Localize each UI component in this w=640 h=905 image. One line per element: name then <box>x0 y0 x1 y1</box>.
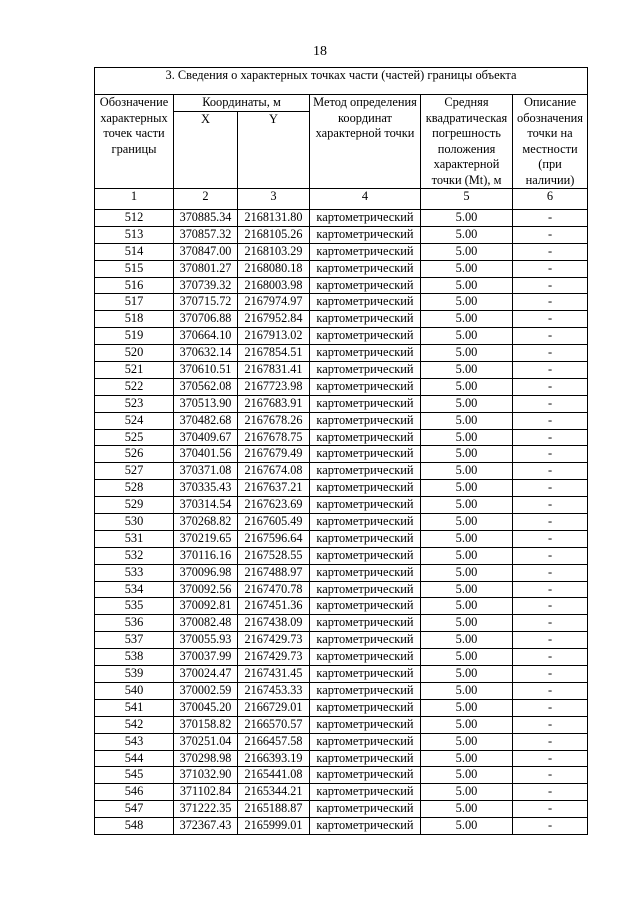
table-row <box>95 328 588 345</box>
column-number: 2 <box>174 189 238 210</box>
point-id: 520 <box>95 345 174 362</box>
table-row <box>95 615 588 632</box>
description: - <box>513 767 588 784</box>
point-id: 531 <box>95 530 174 547</box>
description: - <box>513 784 588 801</box>
point-id: 546 <box>95 784 174 801</box>
table-row <box>95 564 588 581</box>
method: картометрический <box>310 615 421 632</box>
coord-y: 2167974.97 <box>238 294 310 311</box>
section-title-row <box>95 68 588 95</box>
table-row <box>95 395 588 412</box>
method: картометрический <box>310 767 421 784</box>
point-id: 541 <box>95 699 174 716</box>
table-row <box>95 581 588 598</box>
description: - <box>513 818 588 835</box>
error-value: 5.00 <box>421 716 513 733</box>
method: картометрический <box>310 446 421 463</box>
coord-x: 370409.67 <box>174 429 238 446</box>
table-row <box>95 750 588 767</box>
header-point: Обозначение характерных точек части границы <box>95 95 174 189</box>
coord-x: 370371.08 <box>174 463 238 480</box>
coord-y: 2168103.29 <box>238 243 310 260</box>
error-value: 5.00 <box>421 311 513 328</box>
coord-y: 2165188.87 <box>238 801 310 818</box>
table-row <box>95 767 588 784</box>
description: - <box>513 716 588 733</box>
error-value: 5.00 <box>421 480 513 497</box>
method: картометрический <box>310 378 421 395</box>
description: - <box>513 311 588 328</box>
coord-x: 371032.90 <box>174 767 238 784</box>
coord-x: 370092.81 <box>174 598 238 615</box>
coord-x: 370096.98 <box>174 564 238 581</box>
description: - <box>513 395 588 412</box>
description: - <box>513 294 588 311</box>
coord-x: 370610.51 <box>174 362 238 379</box>
coord-y: 2165999.01 <box>238 818 310 835</box>
method: картометрический <box>310 784 421 801</box>
table-row <box>95 378 588 395</box>
description: - <box>513 243 588 260</box>
table-row <box>95 801 588 818</box>
table-row <box>95 429 588 446</box>
method: картометрический <box>310 395 421 412</box>
point-id: 547 <box>95 801 174 818</box>
point-id: 522 <box>95 378 174 395</box>
coord-y: 2167470.78 <box>238 581 310 598</box>
error-value: 5.00 <box>421 243 513 260</box>
table-row <box>95 699 588 716</box>
table-row <box>95 210 588 227</box>
error-value: 5.00 <box>421 514 513 531</box>
description: - <box>513 682 588 699</box>
method: картометрический <box>310 480 421 497</box>
error-value: 5.00 <box>421 463 513 480</box>
coord-x: 370632.14 <box>174 345 238 362</box>
point-id: 538 <box>95 649 174 666</box>
description: - <box>513 598 588 615</box>
point-id: 528 <box>95 480 174 497</box>
coord-y: 2165441.08 <box>238 767 310 784</box>
table-row <box>95 514 588 531</box>
coord-x: 370268.82 <box>174 514 238 531</box>
table-row <box>95 294 588 311</box>
coord-y: 2166393.19 <box>238 750 310 767</box>
method: картометрический <box>310 818 421 835</box>
table-row <box>95 530 588 547</box>
error-value: 5.00 <box>421 446 513 463</box>
description: - <box>513 277 588 294</box>
method: картометрический <box>310 801 421 818</box>
coord-x: 370715.72 <box>174 294 238 311</box>
coord-x: 370885.34 <box>174 210 238 227</box>
point-id: 516 <box>95 277 174 294</box>
table-row <box>95 412 588 429</box>
coord-x: 370562.08 <box>174 378 238 395</box>
description: - <box>513 463 588 480</box>
method: картометрический <box>310 362 421 379</box>
coord-y: 2168105.26 <box>238 226 310 243</box>
error-value: 5.00 <box>421 497 513 514</box>
point-id: 526 <box>95 446 174 463</box>
table-row <box>95 243 588 260</box>
coord-y: 2166729.01 <box>238 699 310 716</box>
error-value: 5.00 <box>421 699 513 716</box>
coord-x: 370251.04 <box>174 733 238 750</box>
coord-x: 370857.32 <box>174 226 238 243</box>
error-value: 5.00 <box>421 784 513 801</box>
column-number: 6 <box>513 189 588 210</box>
coord-x: 370158.82 <box>174 716 238 733</box>
method: картометрический <box>310 716 421 733</box>
coord-y: 2167453.33 <box>238 682 310 699</box>
description: - <box>513 497 588 514</box>
point-id: 513 <box>95 226 174 243</box>
coord-x: 370045.20 <box>174 699 238 716</box>
point-id: 518 <box>95 311 174 328</box>
coord-y: 2167596.64 <box>238 530 310 547</box>
description: - <box>513 632 588 649</box>
coord-x: 370082.48 <box>174 615 238 632</box>
description: - <box>513 210 588 227</box>
point-id: 548 <box>95 818 174 835</box>
header-error: Средняя квадратическая погрешность положения характерной точки (Mt), м <box>421 95 513 189</box>
method: картометрический <box>310 260 421 277</box>
table-row <box>95 666 588 683</box>
table-row <box>95 362 588 379</box>
method: картометрический <box>310 463 421 480</box>
error-value: 5.00 <box>421 345 513 362</box>
point-id: 540 <box>95 682 174 699</box>
error-value: 5.00 <box>421 530 513 547</box>
coord-x: 370314.54 <box>174 497 238 514</box>
coord-x: 370024.47 <box>174 666 238 683</box>
header-x: X <box>174 111 238 188</box>
method: картометрический <box>310 530 421 547</box>
coord-x: 370739.32 <box>174 277 238 294</box>
error-value: 5.00 <box>421 581 513 598</box>
point-id: 512 <box>95 210 174 227</box>
description: - <box>513 362 588 379</box>
error-value: 5.00 <box>421 547 513 564</box>
table-row <box>95 547 588 564</box>
column-number: 4 <box>310 189 421 210</box>
error-value: 5.00 <box>421 818 513 835</box>
point-id: 544 <box>95 750 174 767</box>
method: картометрический <box>310 649 421 666</box>
table-row <box>95 818 588 835</box>
method: картометрический <box>310 581 421 598</box>
coord-x: 370298.98 <box>174 750 238 767</box>
description: - <box>513 564 588 581</box>
point-id: 529 <box>95 497 174 514</box>
error-value: 5.00 <box>421 649 513 666</box>
coord-x: 371102.84 <box>174 784 238 801</box>
coord-y: 2165344.21 <box>238 784 310 801</box>
description: - <box>513 345 588 362</box>
point-id: 539 <box>95 666 174 683</box>
point-id: 533 <box>95 564 174 581</box>
coord-x: 370219.65 <box>174 530 238 547</box>
table-row <box>95 733 588 750</box>
table-row <box>95 497 588 514</box>
coord-y: 2167674.08 <box>238 463 310 480</box>
description: - <box>513 649 588 666</box>
table-row <box>95 345 588 362</box>
header-y: Y <box>238 111 310 188</box>
table-row <box>95 311 588 328</box>
point-id: 543 <box>95 733 174 750</box>
method: картометрический <box>310 311 421 328</box>
method: картометрический <box>310 429 421 446</box>
coord-y: 2167683.91 <box>238 395 310 412</box>
error-value: 5.00 <box>421 378 513 395</box>
point-id: 523 <box>95 395 174 412</box>
coord-x: 370335.43 <box>174 480 238 497</box>
table-body <box>95 210 588 835</box>
description: - <box>513 328 588 345</box>
point-id: 527 <box>95 463 174 480</box>
method: картометрический <box>310 226 421 243</box>
point-id: 534 <box>95 581 174 598</box>
point-id: 519 <box>95 328 174 345</box>
error-value: 5.00 <box>421 632 513 649</box>
coord-y: 2167528.55 <box>238 547 310 564</box>
coord-y: 2167679.49 <box>238 446 310 463</box>
page-number: 18 <box>313 44 327 59</box>
method: картометрический <box>310 277 421 294</box>
coord-x: 370664.10 <box>174 328 238 345</box>
method: картометрический <box>310 632 421 649</box>
error-value: 5.00 <box>421 226 513 243</box>
error-value: 5.00 <box>421 294 513 311</box>
error-value: 5.00 <box>421 564 513 581</box>
coord-y: 2167831.41 <box>238 362 310 379</box>
point-id: 536 <box>95 615 174 632</box>
table-row <box>95 649 588 666</box>
error-value: 5.00 <box>421 801 513 818</box>
description: - <box>513 750 588 767</box>
header-row <box>95 95 588 112</box>
error-value: 5.00 <box>421 412 513 429</box>
method: картометрический <box>310 514 421 531</box>
method: картометрический <box>310 345 421 362</box>
coord-y: 2168003.98 <box>238 277 310 294</box>
error-value: 5.00 <box>421 429 513 446</box>
column-number: 1 <box>95 189 174 210</box>
coord-x: 370037.99 <box>174 649 238 666</box>
method: картометрический <box>310 564 421 581</box>
point-id: 532 <box>95 547 174 564</box>
coord-x: 370092.56 <box>174 581 238 598</box>
coord-x: 371222.35 <box>174 801 238 818</box>
header-coords: Координаты, м <box>174 95 310 112</box>
coord-x: 370513.90 <box>174 395 238 412</box>
error-value: 5.00 <box>421 750 513 767</box>
error-value: 5.00 <box>421 328 513 345</box>
coord-y: 2167429.73 <box>238 649 310 666</box>
table-row <box>95 277 588 294</box>
description: - <box>513 514 588 531</box>
method: картометрический <box>310 598 421 615</box>
coord-y: 2167438.09 <box>238 615 310 632</box>
error-value: 5.00 <box>421 395 513 412</box>
coord-y: 2167605.49 <box>238 514 310 531</box>
table-row <box>95 446 588 463</box>
description: - <box>513 801 588 818</box>
description: - <box>513 480 588 497</box>
description: - <box>513 446 588 463</box>
description: - <box>513 733 588 750</box>
method: картометрический <box>310 294 421 311</box>
coord-x: 372367.43 <box>174 818 238 835</box>
coord-y: 2167623.69 <box>238 497 310 514</box>
points-table <box>94 67 588 835</box>
coord-x: 370482.68 <box>174 412 238 429</box>
coord-x: 370801.27 <box>174 260 238 277</box>
method: картометрический <box>310 210 421 227</box>
error-value: 5.00 <box>421 682 513 699</box>
point-id: 542 <box>95 716 174 733</box>
method: картометрический <box>310 497 421 514</box>
table-row <box>95 598 588 615</box>
coord-y: 2167678.75 <box>238 429 310 446</box>
description: - <box>513 547 588 564</box>
coord-y: 2167451.36 <box>238 598 310 615</box>
table-row <box>95 480 588 497</box>
method: картометрический <box>310 666 421 683</box>
coord-x: 370706.88 <box>174 311 238 328</box>
point-id: 515 <box>95 260 174 277</box>
coord-y: 2167678.26 <box>238 412 310 429</box>
error-value: 5.00 <box>421 615 513 632</box>
description: - <box>513 378 588 395</box>
column-number: 5 <box>421 189 513 210</box>
coord-y: 2167488.97 <box>238 564 310 581</box>
method: картометрический <box>310 547 421 564</box>
header-description: Описание обозначения точки на местности (при наличии) <box>513 95 588 189</box>
point-id: 514 <box>95 243 174 260</box>
coord-y: 2167429.73 <box>238 632 310 649</box>
description: - <box>513 412 588 429</box>
coord-y: 2167854.51 <box>238 345 310 362</box>
error-value: 5.00 <box>421 767 513 784</box>
point-id: 537 <box>95 632 174 649</box>
point-id: 521 <box>95 362 174 379</box>
description: - <box>513 615 588 632</box>
method: картометрический <box>310 412 421 429</box>
method: картометрический <box>310 328 421 345</box>
section-title: 3. Сведения о характерных точках части (частей) границы объекта <box>95 68 588 95</box>
error-value: 5.00 <box>421 362 513 379</box>
header-method: Метод определения координат характерной точки <box>310 95 421 189</box>
method: картометрический <box>310 733 421 750</box>
point-id: 524 <box>95 412 174 429</box>
method: картометрический <box>310 750 421 767</box>
coord-y: 2167952.84 <box>238 311 310 328</box>
table-row <box>95 682 588 699</box>
table-row <box>95 226 588 243</box>
table-row <box>95 260 588 277</box>
error-value: 5.00 <box>421 277 513 294</box>
coord-y: 2167723.98 <box>238 378 310 395</box>
description: - <box>513 429 588 446</box>
description: - <box>513 226 588 243</box>
point-id: 525 <box>95 429 174 446</box>
method: картометрический <box>310 699 421 716</box>
coord-y: 2167637.21 <box>238 480 310 497</box>
error-value: 5.00 <box>421 598 513 615</box>
table-row <box>95 784 588 801</box>
column-number: 3 <box>238 189 310 210</box>
description: - <box>513 699 588 716</box>
coord-y: 2166457.58 <box>238 733 310 750</box>
method: картометрический <box>310 682 421 699</box>
coord-y: 2166570.57 <box>238 716 310 733</box>
coord-x: 370116.16 <box>174 547 238 564</box>
error-value: 5.00 <box>421 210 513 227</box>
coord-y: 2168131.80 <box>238 210 310 227</box>
coord-x: 370847.00 <box>174 243 238 260</box>
point-id: 517 <box>95 294 174 311</box>
method: картометрический <box>310 243 421 260</box>
error-value: 5.00 <box>421 733 513 750</box>
description: - <box>513 260 588 277</box>
point-id: 545 <box>95 767 174 784</box>
table-row <box>95 716 588 733</box>
error-value: 5.00 <box>421 666 513 683</box>
coord-x: 370002.59 <box>174 682 238 699</box>
description: - <box>513 666 588 683</box>
coord-y: 2168080.18 <box>238 260 310 277</box>
coord-x: 370401.56 <box>174 446 238 463</box>
coord-x: 370055.93 <box>174 632 238 649</box>
coord-y: 2167913.02 <box>238 328 310 345</box>
table-row <box>95 632 588 649</box>
point-id: 530 <box>95 514 174 531</box>
table-row <box>95 463 588 480</box>
coord-y: 2167431.45 <box>238 666 310 683</box>
description: - <box>513 530 588 547</box>
column-number-row <box>95 189 588 210</box>
description: - <box>513 581 588 598</box>
error-value: 5.00 <box>421 260 513 277</box>
point-id: 535 <box>95 598 174 615</box>
